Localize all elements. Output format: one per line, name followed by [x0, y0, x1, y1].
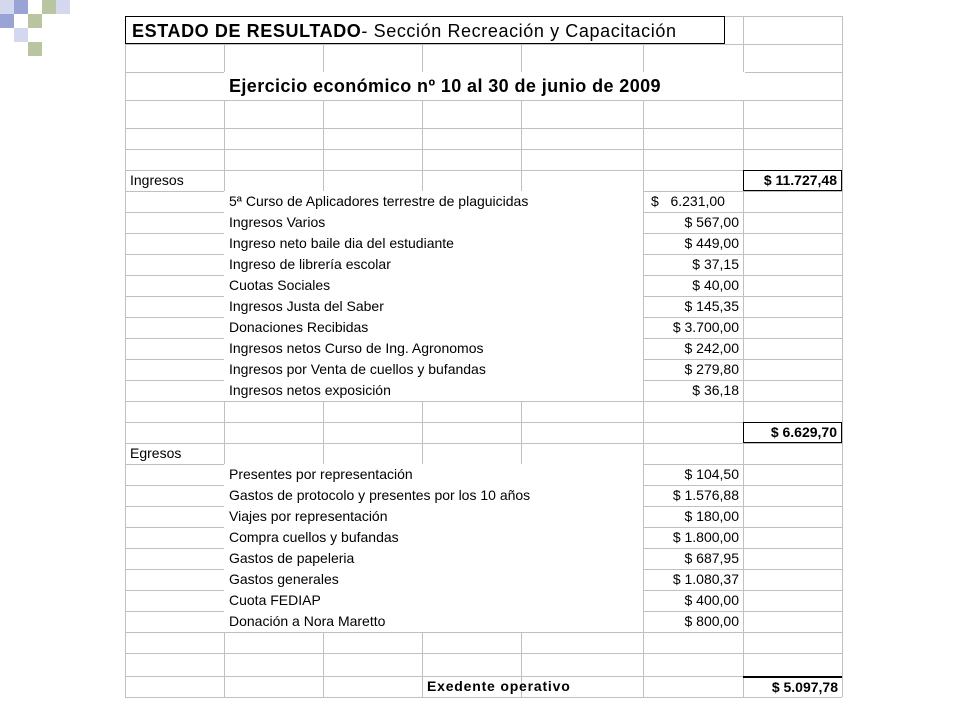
title-bold: ESTADO DE RESULTADO — [132, 21, 362, 41]
egresos-concept: Gastos generales — [224, 569, 643, 590]
grid-hline — [125, 422, 842, 423]
ingresos-amount: $ 242,00 — [684, 340, 739, 356]
deco-square — [14, 0, 28, 14]
egresos-concept: Gastos de protocolo y presentes por los 10 años — [224, 485, 643, 506]
egresos-total: $ 6.629,70 — [743, 422, 842, 443]
grid-hline — [125, 128, 842, 129]
ingresos-concept: Cuotas Sociales — [224, 275, 643, 296]
deco-square — [14, 28, 28, 42]
deco-square — [28, 14, 42, 28]
title-rest: - Sección Recreación y Capacitación — [361, 21, 677, 41]
document-subtitle: Ejercicio económico nº 10 al 30 de junio de 2009 — [224, 72, 745, 100]
ingresos-concept: Ingresos por Venta de cuellos y bufandas — [224, 359, 643, 380]
ingresos-amount: $ 449,00 — [684, 235, 739, 251]
grid-hline — [125, 401, 842, 402]
ingresos-amount: $ 279,80 — [684, 361, 739, 377]
grid-hline — [125, 697, 842, 698]
grid-hline — [125, 443, 842, 444]
egresos-concept: Presentes por representación — [224, 464, 643, 485]
ingresos-total: $ 11.727,48 — [743, 170, 842, 191]
egresos-amount: $ 104,50 — [684, 466, 739, 482]
grid-hline — [125, 632, 842, 633]
egresos-concept: Gastos de papeleria — [224, 548, 643, 569]
ingresos-concept: Ingreso neto baile dia del estudiante — [224, 233, 643, 254]
egresos-amount: $ 400,00 — [684, 592, 739, 608]
grid-hline — [125, 149, 842, 150]
egresos-amount: $ 687,95 — [684, 550, 739, 566]
ingresos-concept: Ingresos netos Curso de Ing. Agronomos — [224, 338, 643, 359]
ingresos-label: Ingresos — [130, 172, 184, 188]
grid-vline — [743, 16, 744, 697]
deco-square — [56, 0, 70, 14]
ingresos-concept: Ingreso de librería escolar — [224, 254, 643, 275]
ingresos-concept: Ingresos Justa del Saber — [224, 296, 643, 317]
deco-square — [0, 14, 14, 28]
deco-square — [0, 0, 14, 14]
ingresos-concept: Ingresos netos exposición — [224, 380, 643, 401]
egresos-concept: Cuota FEDIAP — [224, 590, 643, 611]
spreadsheet — [125, 16, 842, 697]
document-title — [125, 16, 725, 44]
grid-vline — [125, 16, 126, 697]
grid-vline — [842, 16, 843, 697]
egresos-amount: $ 1.800,00 — [672, 529, 739, 545]
ingresos-amount: $ 36,18 — [692, 382, 739, 398]
grid-hline — [125, 100, 842, 101]
ingresos-amount: $ 6.231,00 — [651, 193, 725, 209]
egresos-concept: Viajes por representación — [224, 506, 643, 527]
deco-square — [42, 0, 56, 14]
egresos-amount: $ 800,00 — [684, 613, 739, 629]
egresos-amount: $ 1.576,88 — [672, 487, 739, 503]
ingresos-amount: $ 3.700,00 — [672, 319, 739, 335]
ingresos-concept: Donaciones Recibidas — [224, 317, 643, 338]
ingresos-amount: $ 37,15 — [692, 256, 739, 272]
ingresos-concept: Ingresos Varios — [224, 212, 643, 233]
excedente-total: $ 5.097,78 — [743, 676, 842, 697]
grid-hline — [125, 653, 842, 654]
egresos-amount: $ 1.080,37 — [672, 571, 739, 587]
egresos-concept: Donación a Nora Maretto — [224, 611, 643, 632]
grid-hline — [125, 170, 842, 171]
egresos-amount: $ 180,00 — [684, 508, 739, 524]
ingresos-amount: $ 145,35 — [684, 298, 739, 314]
ingresos-amount: $ 567,00 — [684, 214, 739, 230]
ingresos-amount: $ 40,00 — [692, 277, 739, 293]
deco-square — [28, 42, 42, 56]
egresos-concept: Compra cuellos y bufandas — [224, 527, 643, 548]
excedente-label: Exedente operativo — [427, 678, 571, 694]
ingresos-concept: 5ª Curso de Aplicadores terrestre de plaguicidas — [224, 191, 643, 212]
egresos-label: Egresos — [130, 445, 182, 461]
